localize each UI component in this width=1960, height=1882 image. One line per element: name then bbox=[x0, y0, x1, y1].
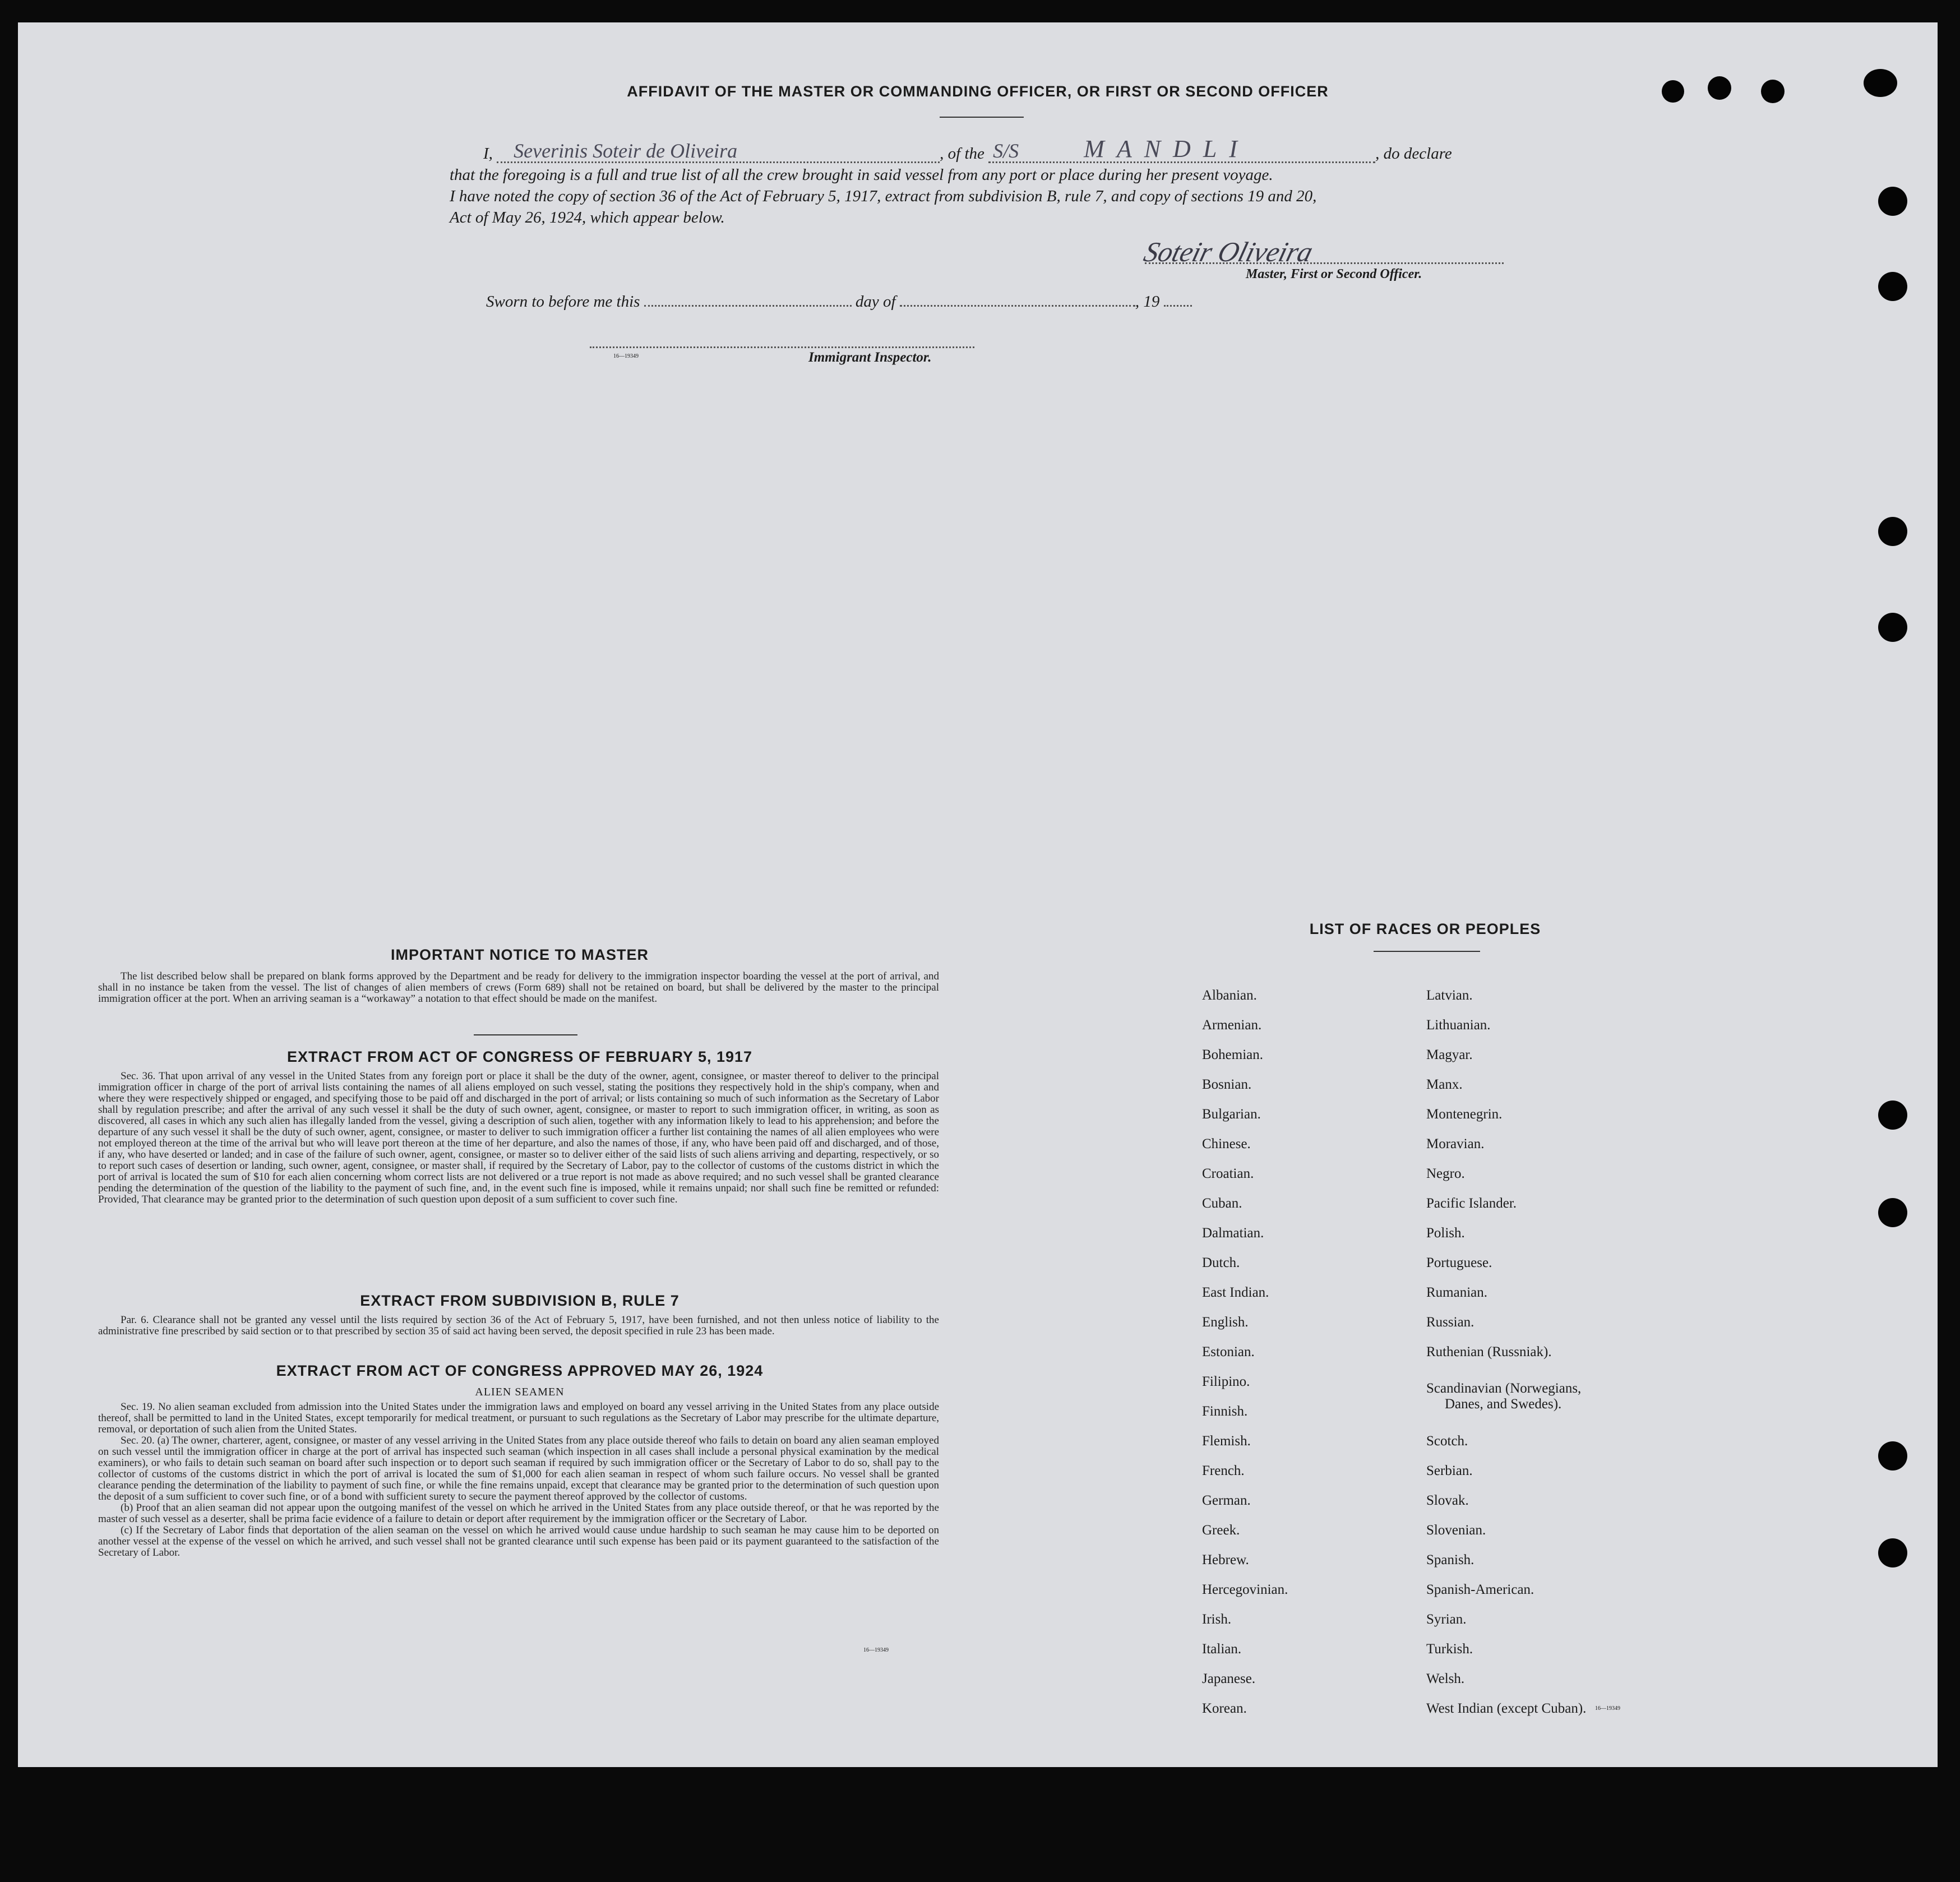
punch-hole bbox=[1878, 187, 1907, 216]
race-item: Slovenian. bbox=[1426, 1523, 1486, 1538]
vessel-name-field bbox=[988, 135, 1375, 163]
notice-text bbox=[98, 971, 939, 1005]
race-item: Negro. bbox=[1426, 1166, 1465, 1181]
race-item: Serbian. bbox=[1426, 1463, 1473, 1478]
master-signature: Soteir Oliveira bbox=[1140, 236, 1317, 267]
race-item: Syrian. bbox=[1426, 1612, 1467, 1627]
vessel-type-handwriting: S/S bbox=[993, 140, 1019, 162]
race-item: Bohemian. bbox=[1202, 1047, 1264, 1062]
race-item: Finnish. bbox=[1202, 1404, 1248, 1419]
race-item: Japanese. bbox=[1202, 1671, 1256, 1686]
do-declare-label: , do declare bbox=[1375, 145, 1452, 163]
race-item: Scotch. bbox=[1426, 1434, 1468, 1449]
section-20c-paragraph: (c) If the Secretary of Labor finds that deportation of the alien seaman on the vessel on which he arrived would cause undue hardship to such seaman he may cause him to be deported on another vessel at the expense of the vessel on which he arrived, and such vessel shall not be granted clearance until such expense has been paid or its payment guaranteed to the satisfaction of the Secretary of Labor. bbox=[98, 1524, 939, 1559]
race-item: Slovak. bbox=[1426, 1493, 1469, 1508]
title-underline bbox=[940, 117, 1024, 118]
race-item: Albanian. bbox=[1202, 988, 1257, 1003]
notice-title: IMPORTANT NOTICE TO MASTER bbox=[391, 946, 649, 963]
race-item: Rumanian. bbox=[1426, 1285, 1488, 1300]
rule7-paragraph: Par. 6. Clearance shall not be granted any vessel until the lists required by section 36 of the Act of February 5, 1917, have been furnished, and not then unless notice of liability to the administrative fine prescribed by said section or to that prescribed by section 35 of said act having been served, the deposit specified in rule 23 has been made. bbox=[98, 1314, 939, 1337]
race-item: Moravian. bbox=[1426, 1136, 1485, 1152]
race-item: German. bbox=[1202, 1493, 1251, 1508]
signature-caption: Master, First or Second Officer. bbox=[1246, 267, 1422, 281]
punch-hole bbox=[1878, 1538, 1907, 1567]
notice-paragraph: The list described below shall be prepared on blank forms approved by the Department and be ready for delivery to the immigration inspector boarding the vessel at the port of arrival, and shall in no instance be taken from the vessel. The list of changes of alien members of crews (Form 689) shall not be retained on board, but shall be delivered by the master to the principal immigration officer at the port. When an arriving seaman is a “workaway” a notation to that effect should be made on the manifest. bbox=[98, 970, 939, 1005]
punch-hole bbox=[1708, 76, 1731, 100]
race-item: French. bbox=[1202, 1463, 1245, 1478]
punch-hole bbox=[1878, 1100, 1907, 1130]
race-item: Hercegovinian. bbox=[1202, 1582, 1288, 1597]
race-item: Estonian. bbox=[1202, 1344, 1255, 1360]
race-item: Italian. bbox=[1202, 1641, 1242, 1657]
section-36-paragraph: Sec. 36. That upon arrival of any vessel in the United States from any foreign port or place it shall be the duty of the owner, agent, consignee, or master thereof to deliver to the principal immigration officer in charge of the port of arrival lists containing the names of all aliens employed on such vessel, stating the positions they respectively hold in the ship's company, when and where they were respectively shipped or engaged, and specifying those to be paid off and discharged in the port of arrival; or lists containing so much of such information as the Secretary of Labor shall by regulation prescribe; and after the arrival of any such vessel it shall be the duty of such owner, agent, consignee, or master to report to such immigration officer, in writing, as soon as discovered, all cases in which any such alien has illegally landed from the vessel, giving a description of such alien, together with any information likely to lead to his apprehension; and before the departure of any such vessel it shall be the duty of such owner, agent, consignee, or master to deliver to such immigration officer a further list containing the names of all alien employees who were not employed thereon at the time of the arrival but who will leave port thereon at the time of her departure, and also the names of those, if any, who have been paid off and discharged, and of those, if any, who have deserted or landed; and in case of the failure of such owner, agent, consignee, or master so to deliver either of the said lists of such aliens arriving and departing, respectively, or so to report such cases of desertion or landing, such owner, agent, consignee, or master shall, if required by the Secretary of Labor, pay to the collector of customs of the customs district in which the port of arrival is located the sum of $10 for each alien concerning whom correct lists are not delivered or a true report is not made as above required; and no such vessel shall be granted clearance pending the determination of the question of the liability to the payment of such fine, and, in the event such fine is imposed, while it remains unpaid; nor shall such fine be remitted or refunded: Provided, That clearance may be granted prior to the determination of such question upon deposit of a sum sufficient to cover such fine. bbox=[98, 1070, 939, 1205]
signature-line bbox=[1145, 262, 1504, 264]
master-name-handwriting: Severinis Soteir de Oliveira bbox=[514, 140, 738, 162]
notice-divider bbox=[474, 1034, 577, 1035]
race-item: Scandinavian (Norwegians, bbox=[1426, 1381, 1582, 1396]
punch-hole bbox=[1864, 69, 1897, 97]
race-item: Armenian. bbox=[1202, 1018, 1262, 1033]
declaration-line-4: Act of May 26, 1924, which appear below. bbox=[450, 209, 725, 226]
sworn-day-field bbox=[644, 305, 852, 307]
extract-1924-title: EXTRACT FROM ACT OF CONGRESS APPROVED MAY 26, 1924 bbox=[276, 1362, 764, 1379]
section-19-paragraph: Sec. 19. No alien seaman excluded from admission into the United States under the immigration laws and employed on board any vessel arriving in the United States from any place outside thereof, shall be permitted to land in the United States, except temporarily for medical treatment, or pursuant to such regulations as the Secretary of Labor may prescribe for the ultimate departure, removal, or deportation of such alien from the United States. bbox=[98, 1401, 939, 1435]
declaration-line-1 bbox=[483, 135, 1452, 163]
vessel-name-handwriting: MANDLI bbox=[1084, 135, 1250, 163]
race-item: Pacific Islander. bbox=[1426, 1196, 1517, 1211]
race-item: Irish. bbox=[1202, 1612, 1232, 1627]
race-item: Latvian. bbox=[1426, 988, 1473, 1003]
sworn-day-label: day of bbox=[855, 293, 896, 311]
race-item: Dalmatian. bbox=[1202, 1226, 1264, 1241]
punch-hole bbox=[1662, 80, 1684, 103]
race-item: Greek. bbox=[1202, 1523, 1240, 1538]
declaration-line-2: that the foregoing is a full and true list of all the crew brought in said vessel from any port or place during her present voyage. bbox=[450, 166, 1273, 184]
extract-1917-title: EXTRACT FROM ACT OF CONGRESS OF FEBRUARY 5, 1917 bbox=[286, 1048, 753, 1065]
race-item: Dutch. bbox=[1202, 1255, 1240, 1270]
races-form-number: 16—19349 bbox=[1595, 1705, 1620, 1712]
race-item: Flemish. bbox=[1202, 1434, 1251, 1449]
race-item-continuation: Danes, and Swedes). bbox=[1445, 1397, 1562, 1412]
extract-rule7-text bbox=[98, 1315, 939, 1337]
alien-seamen-subtitle: ALIEN SEAMEN bbox=[475, 1386, 565, 1398]
affidavit-form-number: 16—19349 bbox=[613, 353, 639, 359]
inspector-caption: Immigrant Inspector. bbox=[808, 350, 932, 365]
declaration-prefix: I, bbox=[483, 145, 493, 163]
affidavit-title: AFFIDAVIT OF THE MASTER OR COMMANDING OFFICER, OR FIRST OR SECOND OFFICER bbox=[627, 83, 1329, 100]
punch-hole bbox=[1761, 80, 1785, 103]
extract-1924-text bbox=[98, 1402, 939, 1559]
race-item: Hebrew. bbox=[1202, 1552, 1249, 1567]
race-item: Polish. bbox=[1426, 1226, 1465, 1241]
race-item: Manx. bbox=[1426, 1077, 1463, 1092]
sworn-prefix: Sworn to before me this bbox=[486, 293, 640, 311]
inspector-signature-line bbox=[590, 346, 974, 348]
race-item: Korean. bbox=[1202, 1701, 1247, 1716]
race-item: Spanish-American. bbox=[1426, 1582, 1534, 1597]
race-item: Cuban. bbox=[1202, 1196, 1242, 1211]
punch-hole bbox=[1878, 613, 1907, 642]
race-item: Welsh. bbox=[1426, 1671, 1465, 1686]
section-20b-paragraph: (b) Proof that an alien seaman did not appear upon the outgoing manifest of the vessel on which he arrived in the United States from any place outside thereof, or that he was reported by the master of such vessel as a deserter, shall be prima facie evidence of a failure to detain or deport after requirement by the immigration officer or the Secretary of Labor. bbox=[98, 1502, 939, 1525]
race-item: English. bbox=[1202, 1315, 1249, 1330]
sworn-line bbox=[486, 293, 1192, 311]
race-item: Montenegrin. bbox=[1426, 1107, 1503, 1122]
punch-hole bbox=[1878, 1441, 1907, 1471]
race-item: Bosnian. bbox=[1202, 1077, 1252, 1092]
race-item: Russian. bbox=[1426, 1315, 1474, 1330]
races-title: LIST OF RACES OR PEOPLES bbox=[1309, 921, 1541, 937]
race-item: Croatian. bbox=[1202, 1166, 1254, 1181]
race-item: Filipino. bbox=[1202, 1374, 1250, 1389]
document-page bbox=[18, 22, 1938, 1767]
declaration-line-3: I have noted the copy of section 36 of the Act of February 5, 1917, extract from subdivision B, rule 7, and copy of sections 19 and 20, bbox=[450, 187, 1317, 205]
sworn-month-field bbox=[900, 305, 1135, 307]
race-item: Turkish. bbox=[1426, 1641, 1473, 1657]
punch-hole bbox=[1878, 1198, 1907, 1227]
race-item: Magyar. bbox=[1426, 1047, 1473, 1062]
extract-rule7-title: EXTRACT FROM SUBDIVISION B, RULE 7 bbox=[360, 1292, 679, 1309]
race-item: Portuguese. bbox=[1426, 1255, 1492, 1270]
extract-form-number: 16—19349 bbox=[863, 1647, 889, 1653]
race-item: Bulgarian. bbox=[1202, 1107, 1261, 1122]
extract-1917-text bbox=[98, 1071, 939, 1205]
race-item: Lithuanian. bbox=[1426, 1018, 1491, 1033]
race-item: Chinese. bbox=[1202, 1136, 1251, 1152]
race-item: West Indian (except Cuban). bbox=[1426, 1701, 1587, 1716]
race-item: Ruthenian (Russniak). bbox=[1426, 1344, 1552, 1360]
section-20a-paragraph: Sec. 20. (a) The owner, charterer, agent, consignee, or master of any vessel arriving in the United States from any place outside thereof who fails to detain on board any alien seaman employed on such vessel until the immigration officer in charge at the port of arrival has inspected such seaman (which inspection in all cases shall include a personal physical examination by the medical examiners), or who fails to detain such seaman on board after such inspection or to deport such seaman if required by such immigration officer or the Secretary of Labor to do so, shall pay to the collector of customs of the customs district in which the port of arrival is located the sum of $1,000 for each alien seaman in respect of whom such failure occurs. No vessel shall be granted clearance pending the determination of the liability to payment of such fine, or while the fine remains unpaid, except that clearance may be granted prior to the determination of such question upon the deposit of a sum sufficient to cover such fine, or of a bond with sufficient surety to secure the payment thereof approved by the collector of customs. bbox=[98, 1435, 939, 1502]
punch-hole bbox=[1878, 272, 1907, 301]
sworn-year-label: , 19 bbox=[1135, 293, 1160, 311]
of-the-label: , of the bbox=[940, 145, 984, 163]
punch-hole bbox=[1878, 517, 1907, 546]
master-name-field bbox=[497, 140, 940, 163]
race-item: Spanish. bbox=[1426, 1552, 1474, 1567]
race-item: East Indian. bbox=[1202, 1285, 1269, 1300]
sworn-year-field bbox=[1164, 305, 1192, 307]
races-divider bbox=[1374, 951, 1480, 952]
